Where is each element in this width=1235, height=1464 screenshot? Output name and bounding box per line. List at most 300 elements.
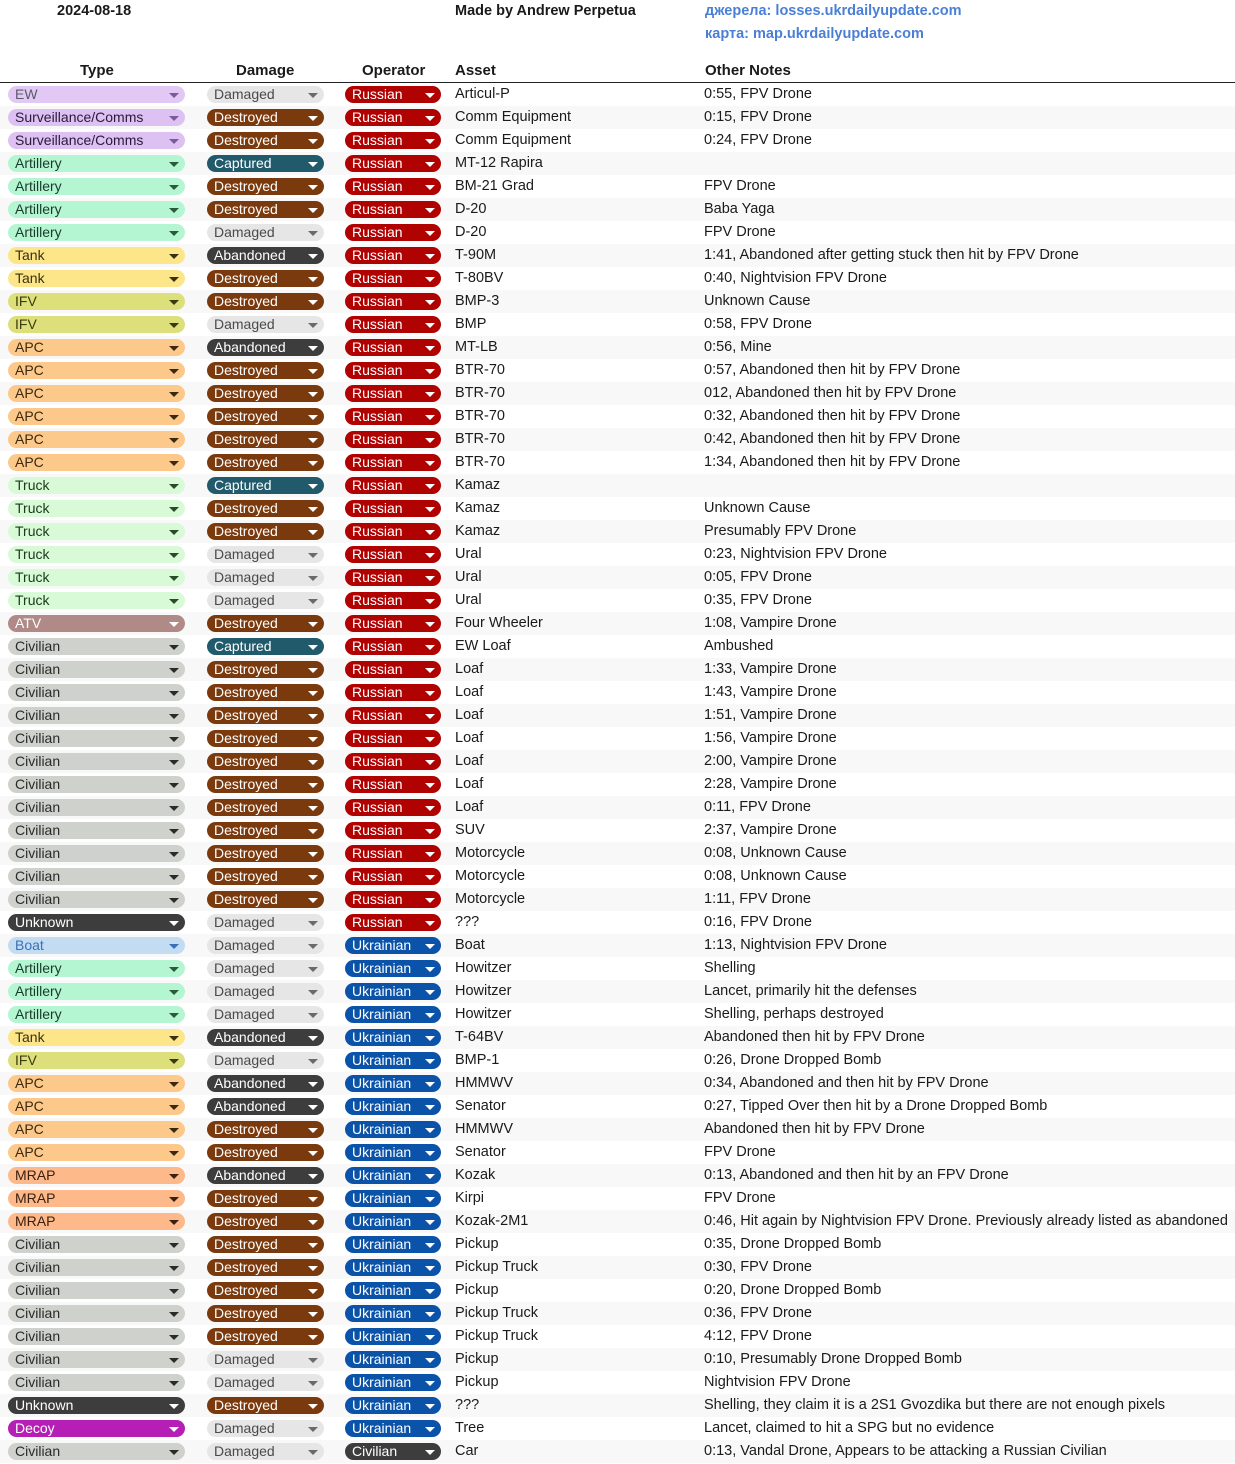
dropdown-arrow-icon[interactable] <box>169 530 179 535</box>
dropdown-arrow-icon[interactable] <box>308 1082 318 1087</box>
dropdown-arrow-icon[interactable] <box>169 277 179 282</box>
dropdown-arrow-icon[interactable] <box>425 737 435 742</box>
asset-cell[interactable]: Howitzer <box>455 1006 512 1022</box>
notes-cell[interactable]: 0:34, Abandoned and then hit by FPV Drone <box>704 1075 989 1091</box>
notes-cell[interactable]: Shelling, they claim it is a 2S1 Gvozdika but there are not enough pixels <box>704 1397 1166 1413</box>
dropdown-arrow-icon[interactable] <box>169 783 179 788</box>
operator-dropdown[interactable] <box>345 707 441 724</box>
dropdown-arrow-icon[interactable] <box>169 898 179 903</box>
type-dropdown[interactable] <box>8 1420 185 1437</box>
operator-dropdown[interactable] <box>345 523 441 540</box>
operator-dropdown[interactable] <box>345 408 441 425</box>
dropdown-arrow-icon[interactable] <box>308 944 318 949</box>
operator-dropdown[interactable] <box>345 86 441 103</box>
asset-cell[interactable]: BMP-1 <box>455 1052 500 1068</box>
dropdown-arrow-icon[interactable] <box>308 93 318 98</box>
dropdown-arrow-icon[interactable] <box>308 1289 318 1294</box>
dropdown-arrow-icon[interactable] <box>425 254 435 259</box>
asset-cell[interactable]: Kamaz <box>455 477 501 493</box>
dropdown-arrow-icon[interactable] <box>425 691 435 696</box>
dropdown-arrow-icon[interactable] <box>308 530 318 535</box>
type-dropdown[interactable] <box>8 1328 185 1345</box>
type-dropdown[interactable] <box>8 822 185 839</box>
dropdown-arrow-icon[interactable] <box>308 967 318 972</box>
dropdown-arrow-icon[interactable] <box>425 1197 435 1202</box>
dropdown-arrow-icon[interactable] <box>308 346 318 351</box>
damage-dropdown[interactable] <box>207 1397 324 1414</box>
damage-dropdown[interactable] <box>207 592 324 609</box>
notes-cell[interactable]: 1:13, Nightvision FPV Drone <box>704 937 887 953</box>
type-dropdown[interactable] <box>8 937 185 954</box>
notes-cell[interactable]: FPV Drone <box>704 178 776 194</box>
operator-dropdown[interactable] <box>345 914 441 931</box>
damage-dropdown[interactable] <box>207 1236 324 1253</box>
notes-cell[interactable]: 0:15, FPV Drone <box>704 109 812 125</box>
asset-cell[interactable]: Car <box>455 1443 479 1459</box>
dropdown-arrow-icon[interactable] <box>308 783 318 788</box>
asset-cell[interactable]: HMMWV <box>455 1121 513 1137</box>
operator-dropdown[interactable] <box>345 500 441 517</box>
damage-dropdown[interactable] <box>207 937 324 954</box>
notes-cell[interactable]: Presumably FPV Drone <box>704 523 857 539</box>
asset-cell[interactable]: Senator <box>455 1144 506 1160</box>
damage-dropdown[interactable] <box>207 385 324 402</box>
dropdown-arrow-icon[interactable] <box>308 1128 318 1133</box>
asset-cell[interactable]: Pickup Truck <box>455 1305 538 1321</box>
dropdown-arrow-icon[interactable] <box>169 990 179 995</box>
dropdown-arrow-icon[interactable] <box>169 875 179 880</box>
notes-cell[interactable]: 012, Abandoned then hit by FPV Drone <box>704 385 957 401</box>
dropdown-arrow-icon[interactable] <box>308 1358 318 1363</box>
sources-link[interactable]: джерела: losses.ukrdailyupdate.com <box>705 3 962 19</box>
operator-dropdown[interactable] <box>345 1420 441 1437</box>
dropdown-arrow-icon[interactable] <box>308 254 318 259</box>
dropdown-arrow-icon[interactable] <box>169 714 179 719</box>
dropdown-arrow-icon[interactable] <box>425 921 435 926</box>
dropdown-arrow-icon[interactable] <box>425 1013 435 1018</box>
dropdown-arrow-icon[interactable] <box>308 277 318 282</box>
damage-dropdown[interactable] <box>207 1144 324 1161</box>
dropdown-arrow-icon[interactable] <box>308 806 318 811</box>
dropdown-arrow-icon[interactable] <box>425 1427 435 1432</box>
column-header-asset[interactable]: Asset <box>455 62 496 79</box>
dropdown-arrow-icon[interactable] <box>308 1105 318 1110</box>
dropdown-arrow-icon[interactable] <box>425 829 435 834</box>
dropdown-arrow-icon[interactable] <box>425 323 435 328</box>
type-dropdown[interactable] <box>8 109 185 126</box>
operator-dropdown[interactable] <box>345 1213 441 1230</box>
operator-dropdown[interactable] <box>345 1305 441 1322</box>
asset-cell[interactable]: Loaf <box>455 730 484 746</box>
dropdown-arrow-icon[interactable] <box>169 415 179 420</box>
dropdown-arrow-icon[interactable] <box>308 1220 318 1225</box>
asset-cell[interactable]: ??? <box>455 914 480 930</box>
dropdown-arrow-icon[interactable] <box>425 1151 435 1156</box>
dropdown-arrow-icon[interactable] <box>308 323 318 328</box>
dropdown-arrow-icon[interactable] <box>425 1404 435 1409</box>
dropdown-arrow-icon[interactable] <box>169 116 179 121</box>
column-header-operator[interactable]: Operator <box>362 62 426 79</box>
dropdown-arrow-icon[interactable] <box>425 1358 435 1363</box>
dropdown-arrow-icon[interactable] <box>425 1381 435 1386</box>
notes-cell[interactable]: Lancet, claimed to hit a SPG but no evidence <box>704 1420 995 1436</box>
dropdown-arrow-icon[interactable] <box>425 967 435 972</box>
damage-dropdown[interactable] <box>207 776 324 793</box>
damage-dropdown[interactable] <box>207 638 324 655</box>
damage-dropdown[interactable] <box>207 615 324 632</box>
dropdown-arrow-icon[interactable] <box>308 369 318 374</box>
operator-dropdown[interactable] <box>345 477 441 494</box>
type-dropdown[interactable] <box>8 1029 185 1046</box>
dropdown-arrow-icon[interactable] <box>425 1289 435 1294</box>
operator-dropdown[interactable] <box>345 1029 441 1046</box>
dropdown-arrow-icon[interactable] <box>425 760 435 765</box>
damage-dropdown[interactable] <box>207 569 324 586</box>
dropdown-arrow-icon[interactable] <box>425 599 435 604</box>
type-dropdown[interactable] <box>8 454 185 471</box>
damage-dropdown[interactable] <box>207 891 324 908</box>
type-dropdown[interactable] <box>8 1098 185 1115</box>
column-header-type[interactable]: Type <box>80 62 114 79</box>
dropdown-arrow-icon[interactable] <box>425 507 435 512</box>
dropdown-arrow-icon[interactable] <box>169 1266 179 1271</box>
damage-dropdown[interactable] <box>207 454 324 471</box>
dropdown-arrow-icon[interactable] <box>308 737 318 742</box>
asset-cell[interactable]: Tree <box>455 1420 485 1436</box>
type-dropdown[interactable] <box>8 1167 185 1184</box>
damage-dropdown[interactable] <box>207 1029 324 1046</box>
dropdown-arrow-icon[interactable] <box>425 990 435 995</box>
damage-dropdown[interactable] <box>207 1351 324 1368</box>
type-dropdown[interactable] <box>8 1374 185 1391</box>
notes-cell[interactable]: 0:11, FPV Drone <box>704 799 811 815</box>
dropdown-arrow-icon[interactable] <box>169 553 179 558</box>
dropdown-arrow-icon[interactable] <box>425 300 435 305</box>
type-dropdown[interactable] <box>8 799 185 816</box>
dropdown-arrow-icon[interactable] <box>308 1312 318 1317</box>
operator-dropdown[interactable] <box>345 1397 441 1414</box>
operator-dropdown[interactable] <box>345 362 441 379</box>
asset-cell[interactable]: Loaf <box>455 684 484 700</box>
damage-dropdown[interactable] <box>207 86 324 103</box>
dropdown-arrow-icon[interactable] <box>169 645 179 650</box>
asset-cell[interactable]: MT-LB <box>455 339 498 355</box>
notes-cell[interactable]: Unknown Cause <box>704 293 811 309</box>
damage-dropdown[interactable] <box>207 362 324 379</box>
operator-dropdown[interactable] <box>345 753 441 770</box>
operator-dropdown[interactable] <box>345 1144 441 1161</box>
type-dropdown[interactable] <box>8 178 185 195</box>
notes-cell[interactable]: 1:41, Abandoned after getting stuck then hit by FPV Drone <box>704 247 1079 263</box>
dropdown-arrow-icon[interactable] <box>425 231 435 236</box>
asset-cell[interactable]: Motorcycle <box>455 868 526 884</box>
dropdown-arrow-icon[interactable] <box>425 369 435 374</box>
dropdown-arrow-icon[interactable] <box>308 139 318 144</box>
dropdown-arrow-icon[interactable] <box>425 576 435 581</box>
damage-dropdown[interactable] <box>207 845 324 862</box>
asset-cell[interactable]: Boat <box>455 937 485 953</box>
asset-cell[interactable]: BTR-70 <box>455 362 505 378</box>
column-header-damage[interactable]: Damage <box>236 62 295 79</box>
operator-dropdown[interactable] <box>345 1236 441 1253</box>
operator-dropdown[interactable] <box>345 684 441 701</box>
operator-dropdown[interactable] <box>345 1075 441 1092</box>
notes-cell[interactable]: 2:00, Vampire Drone <box>704 753 837 769</box>
operator-dropdown[interactable] <box>345 615 441 632</box>
damage-dropdown[interactable] <box>207 546 324 563</box>
notes-cell[interactable]: FPV Drone <box>704 224 776 240</box>
notes-cell[interactable]: 0:57, Abandoned then hit by FPV Drone <box>704 362 961 378</box>
dropdown-arrow-icon[interactable] <box>169 208 179 213</box>
dropdown-arrow-icon[interactable] <box>169 806 179 811</box>
type-dropdown[interactable] <box>8 891 185 908</box>
asset-cell[interactable]: HMMWV <box>455 1075 513 1091</box>
dropdown-arrow-icon[interactable] <box>425 208 435 213</box>
damage-dropdown[interactable] <box>207 661 324 678</box>
type-dropdown[interactable] <box>8 546 185 563</box>
asset-cell[interactable]: Comm Equipment <box>455 132 572 148</box>
damage-dropdown[interactable] <box>207 822 324 839</box>
type-dropdown[interactable] <box>8 661 185 678</box>
dropdown-arrow-icon[interactable] <box>425 277 435 282</box>
asset-cell[interactable]: Howitzer <box>455 960 512 976</box>
operator-dropdown[interactable] <box>345 1282 441 1299</box>
asset-cell[interactable]: Loaf <box>455 753 484 769</box>
operator-dropdown[interactable] <box>345 868 441 885</box>
damage-dropdown[interactable] <box>207 960 324 977</box>
type-dropdown[interactable] <box>8 845 185 862</box>
damage-dropdown[interactable] <box>207 155 324 172</box>
dropdown-arrow-icon[interactable] <box>425 438 435 443</box>
notes-cell[interactable]: 0:13, Vandal Drone, Appears to be attacking a Russian Civilian <box>704 1443 1107 1459</box>
notes-cell[interactable]: 0:42, Abandoned then hit by FPV Drone <box>704 431 961 447</box>
operator-dropdown[interactable] <box>345 1052 441 1069</box>
notes-cell[interactable]: Unknown Cause <box>704 500 811 516</box>
asset-cell[interactable]: Kamaz <box>455 523 501 539</box>
asset-cell[interactable]: SUV <box>455 822 485 838</box>
type-dropdown[interactable] <box>8 868 185 885</box>
operator-dropdown[interactable] <box>345 270 441 287</box>
damage-dropdown[interactable] <box>207 1098 324 1115</box>
notes-cell[interactable]: FPV Drone <box>704 1190 776 1206</box>
damage-dropdown[interactable] <box>207 109 324 126</box>
type-dropdown[interactable] <box>8 730 185 747</box>
notes-cell[interactable]: Abandoned then hit by FPV Drone <box>704 1121 925 1137</box>
dropdown-arrow-icon[interactable] <box>169 1381 179 1386</box>
operator-dropdown[interactable] <box>345 454 441 471</box>
asset-cell[interactable]: Articul-P <box>455 86 510 102</box>
dropdown-arrow-icon[interactable] <box>308 484 318 489</box>
damage-dropdown[interactable] <box>207 431 324 448</box>
type-dropdown[interactable] <box>8 477 185 494</box>
dropdown-arrow-icon[interactable] <box>425 461 435 466</box>
damage-dropdown[interactable] <box>207 1190 324 1207</box>
asset-cell[interactable]: BTR-70 <box>455 431 505 447</box>
asset-cell[interactable]: Kamaz <box>455 500 501 516</box>
dropdown-arrow-icon[interactable] <box>169 668 179 673</box>
dropdown-arrow-icon[interactable] <box>425 714 435 719</box>
operator-dropdown[interactable] <box>345 155 441 172</box>
type-dropdown[interactable] <box>8 1443 185 1460</box>
type-dropdown[interactable] <box>8 592 185 609</box>
dropdown-arrow-icon[interactable] <box>169 438 179 443</box>
dropdown-arrow-icon[interactable] <box>308 208 318 213</box>
dropdown-arrow-icon[interactable] <box>425 1082 435 1087</box>
notes-cell[interactable]: 0:36, FPV Drone <box>704 1305 812 1321</box>
asset-cell[interactable]: D-20 <box>455 224 487 240</box>
dropdown-arrow-icon[interactable] <box>308 415 318 420</box>
dropdown-arrow-icon[interactable] <box>425 346 435 351</box>
dropdown-arrow-icon[interactable] <box>425 1059 435 1064</box>
dropdown-arrow-icon[interactable] <box>425 162 435 167</box>
dropdown-arrow-icon[interactable] <box>169 1013 179 1018</box>
operator-dropdown[interactable] <box>345 661 441 678</box>
damage-dropdown[interactable] <box>207 1443 324 1460</box>
notes-cell[interactable]: 0:27, Tipped Over then hit by a Drone Dropped Bomb <box>704 1098 1048 1114</box>
notes-cell[interactable]: 0:20, Drone Dropped Bomb <box>704 1282 882 1298</box>
type-dropdown[interactable] <box>8 1121 185 1138</box>
type-dropdown[interactable] <box>8 385 185 402</box>
notes-cell[interactable]: 0:16, FPV Drone <box>704 914 812 930</box>
asset-cell[interactable]: Four Wheeler <box>455 615 543 631</box>
type-dropdown[interactable] <box>8 1006 185 1023</box>
dropdown-arrow-icon[interactable] <box>425 1128 435 1133</box>
dropdown-arrow-icon[interactable] <box>308 829 318 834</box>
type-dropdown[interactable] <box>8 408 185 425</box>
asset-cell[interactable]: Kozak <box>455 1167 496 1183</box>
dropdown-arrow-icon[interactable] <box>308 1381 318 1386</box>
dropdown-arrow-icon[interactable] <box>308 875 318 880</box>
damage-dropdown[interactable] <box>207 293 324 310</box>
damage-dropdown[interactable] <box>207 707 324 724</box>
damage-dropdown[interactable] <box>207 1328 324 1345</box>
notes-cell[interactable]: 2:28, Vampire Drone <box>704 776 837 792</box>
type-dropdown[interactable] <box>8 500 185 517</box>
damage-dropdown[interactable] <box>207 247 324 264</box>
dropdown-arrow-icon[interactable] <box>425 553 435 558</box>
damage-dropdown[interactable] <box>207 753 324 770</box>
asset-cell[interactable]: Pickup Truck <box>455 1259 538 1275</box>
type-dropdown[interactable] <box>8 1236 185 1253</box>
dropdown-arrow-icon[interactable] <box>169 254 179 259</box>
type-dropdown[interactable] <box>8 201 185 218</box>
damage-dropdown[interactable] <box>207 178 324 195</box>
dropdown-arrow-icon[interactable] <box>169 369 179 374</box>
asset-cell[interactable]: Pickup <box>455 1282 499 1298</box>
operator-dropdown[interactable] <box>345 1259 441 1276</box>
asset-cell[interactable]: Kozak-2M1 <box>455 1213 529 1229</box>
dropdown-arrow-icon[interactable] <box>169 622 179 627</box>
damage-dropdown[interactable] <box>207 1374 324 1391</box>
operator-dropdown[interactable] <box>345 178 441 195</box>
dropdown-arrow-icon[interactable] <box>308 921 318 926</box>
dropdown-arrow-icon[interactable] <box>308 1036 318 1041</box>
dropdown-arrow-icon[interactable] <box>169 1404 179 1409</box>
dropdown-arrow-icon[interactable] <box>425 1220 435 1225</box>
asset-cell[interactable]: Pickup <box>455 1374 499 1390</box>
operator-dropdown[interactable] <box>345 247 441 264</box>
operator-dropdown[interactable] <box>345 1121 441 1138</box>
dropdown-arrow-icon[interactable] <box>425 1335 435 1340</box>
type-dropdown[interactable] <box>8 684 185 701</box>
dropdown-arrow-icon[interactable] <box>308 1266 318 1271</box>
type-dropdown[interactable] <box>8 1075 185 1092</box>
dropdown-arrow-icon[interactable] <box>425 645 435 650</box>
damage-dropdown[interactable] <box>207 1282 324 1299</box>
dropdown-arrow-icon[interactable] <box>425 875 435 880</box>
dropdown-arrow-icon[interactable] <box>169 1105 179 1110</box>
damage-dropdown[interactable] <box>207 730 324 747</box>
damage-dropdown[interactable] <box>207 868 324 885</box>
dropdown-arrow-icon[interactable] <box>425 415 435 420</box>
notes-cell[interactable]: 1:56, Vampire Drone <box>704 730 837 746</box>
operator-dropdown[interactable] <box>345 822 441 839</box>
type-dropdown[interactable] <box>8 638 185 655</box>
dropdown-arrow-icon[interactable] <box>308 1427 318 1432</box>
operator-dropdown[interactable] <box>345 937 441 954</box>
operator-dropdown[interactable] <box>345 776 441 793</box>
asset-cell[interactable]: Loaf <box>455 799 484 815</box>
operator-dropdown[interactable] <box>345 638 441 655</box>
notes-cell[interactable]: Abandoned then hit by FPV Drone <box>704 1029 925 1045</box>
asset-cell[interactable]: BTR-70 <box>455 408 505 424</box>
damage-dropdown[interactable] <box>207 500 324 517</box>
asset-cell[interactable]: D-20 <box>455 201 487 217</box>
asset-cell[interactable]: T-90M <box>455 247 497 263</box>
dropdown-arrow-icon[interactable] <box>308 898 318 903</box>
dropdown-arrow-icon[interactable] <box>169 461 179 466</box>
damage-dropdown[interactable] <box>207 523 324 540</box>
notes-cell[interactable]: 0:56, Mine <box>704 339 772 355</box>
asset-cell[interactable]: Howitzer <box>455 983 512 999</box>
damage-dropdown[interactable] <box>207 983 324 1000</box>
type-dropdown[interactable] <box>8 615 185 632</box>
dropdown-arrow-icon[interactable] <box>425 93 435 98</box>
asset-cell[interactable]: Pickup Truck <box>455 1328 538 1344</box>
dropdown-arrow-icon[interactable] <box>169 392 179 397</box>
dropdown-arrow-icon[interactable] <box>169 185 179 190</box>
asset-cell[interactable]: EW Loaf <box>455 638 511 654</box>
type-dropdown[interactable] <box>8 339 185 356</box>
notes-cell[interactable]: 1:11, FPV Drone <box>704 891 811 907</box>
damage-dropdown[interactable] <box>207 132 324 149</box>
dropdown-arrow-icon[interactable] <box>169 507 179 512</box>
column-header-notes[interactable]: Other Notes <box>705 62 791 79</box>
dropdown-arrow-icon[interactable] <box>169 1197 179 1202</box>
dropdown-arrow-icon[interactable] <box>169 1450 179 1455</box>
notes-cell[interactable]: 0:58, FPV Drone <box>704 316 812 332</box>
asset-cell[interactable]: Motorcycle <box>455 845 526 861</box>
asset-cell[interactable]: Pickup <box>455 1351 499 1367</box>
notes-cell[interactable]: 0:32, Abandoned then hit by FPV Drone <box>704 408 961 424</box>
notes-cell[interactable]: Shelling <box>704 960 756 976</box>
operator-dropdown[interactable] <box>345 201 441 218</box>
dropdown-arrow-icon[interactable] <box>308 1243 318 1248</box>
notes-cell[interactable]: 0:35, Drone Dropped Bomb <box>704 1236 882 1252</box>
dropdown-arrow-icon[interactable] <box>169 829 179 834</box>
operator-dropdown[interactable] <box>345 569 441 586</box>
type-dropdown[interactable] <box>8 316 185 333</box>
dropdown-arrow-icon[interactable] <box>308 507 318 512</box>
asset-cell[interactable]: BMP-3 <box>455 293 500 309</box>
asset-cell[interactable]: BTR-70 <box>455 385 505 401</box>
dropdown-arrow-icon[interactable] <box>169 1036 179 1041</box>
damage-dropdown[interactable] <box>207 477 324 494</box>
dropdown-arrow-icon[interactable] <box>169 139 179 144</box>
notes-cell[interactable]: 0:05, FPV Drone <box>704 569 812 585</box>
asset-cell[interactable]: Motorcycle <box>455 891 526 907</box>
damage-dropdown[interactable] <box>207 1213 324 1230</box>
